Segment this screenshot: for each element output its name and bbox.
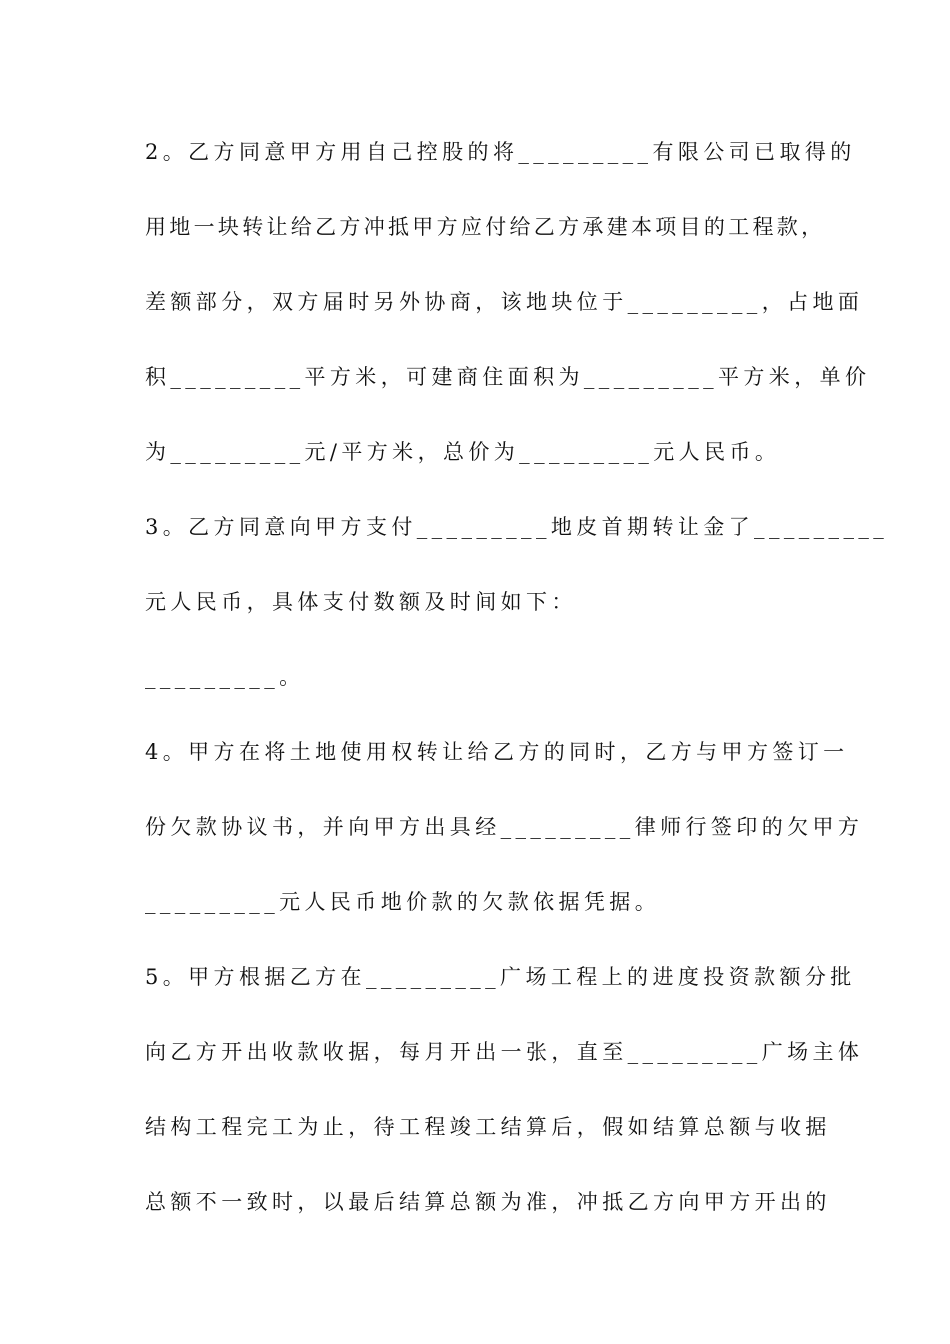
text-line: _________元人民币地价款的欠款依据凭据。 (145, 890, 661, 914)
text-line: 总额不一致时，以最后结算总额为准，冲抵乙方向甲方开出的 (145, 1190, 831, 1214)
text-line: 份欠款协议书，并向甲方出具经_________律师行签印的欠甲方 (145, 815, 864, 839)
text-line: 为_________元/平方米，总价为_________元人民币。 (145, 440, 781, 464)
text-line: 4。甲方在将土地使用权转让给乙方的同时，乙方与甲方签订一 (145, 740, 849, 764)
text-line: _________。 (145, 665, 305, 689)
text-line: 积_________平方米，可建商住面积为_________平方米，单价 (145, 365, 871, 389)
text-line: 结构工程完工为止，待工程竣工结算后，假如结算总额与收据 (145, 1115, 831, 1139)
text-line: 5。甲方根据乙方在_________广场工程上的进度投资款额分批 (145, 965, 856, 989)
text-line: 差额部分，双方届时另外协商，该地块位于_________，占地面 (145, 290, 864, 314)
text-line: 向乙方开出收款收据，每月开出一张，直至_________广场主体 (145, 1040, 864, 1064)
text-line: 元人民币，具体支付数额及时间如下： (145, 590, 577, 614)
text-line: 2。乙方同意甲方用自己控股的将_________有限公司已取得的 (145, 140, 856, 164)
text-line: 用地一块转让给乙方冲抵甲方应付给乙方承建本项目的工程款， (145, 215, 826, 239)
text-line: 3。乙方同意向甲方支付_________地皮首期转让金了_________ (145, 515, 889, 539)
